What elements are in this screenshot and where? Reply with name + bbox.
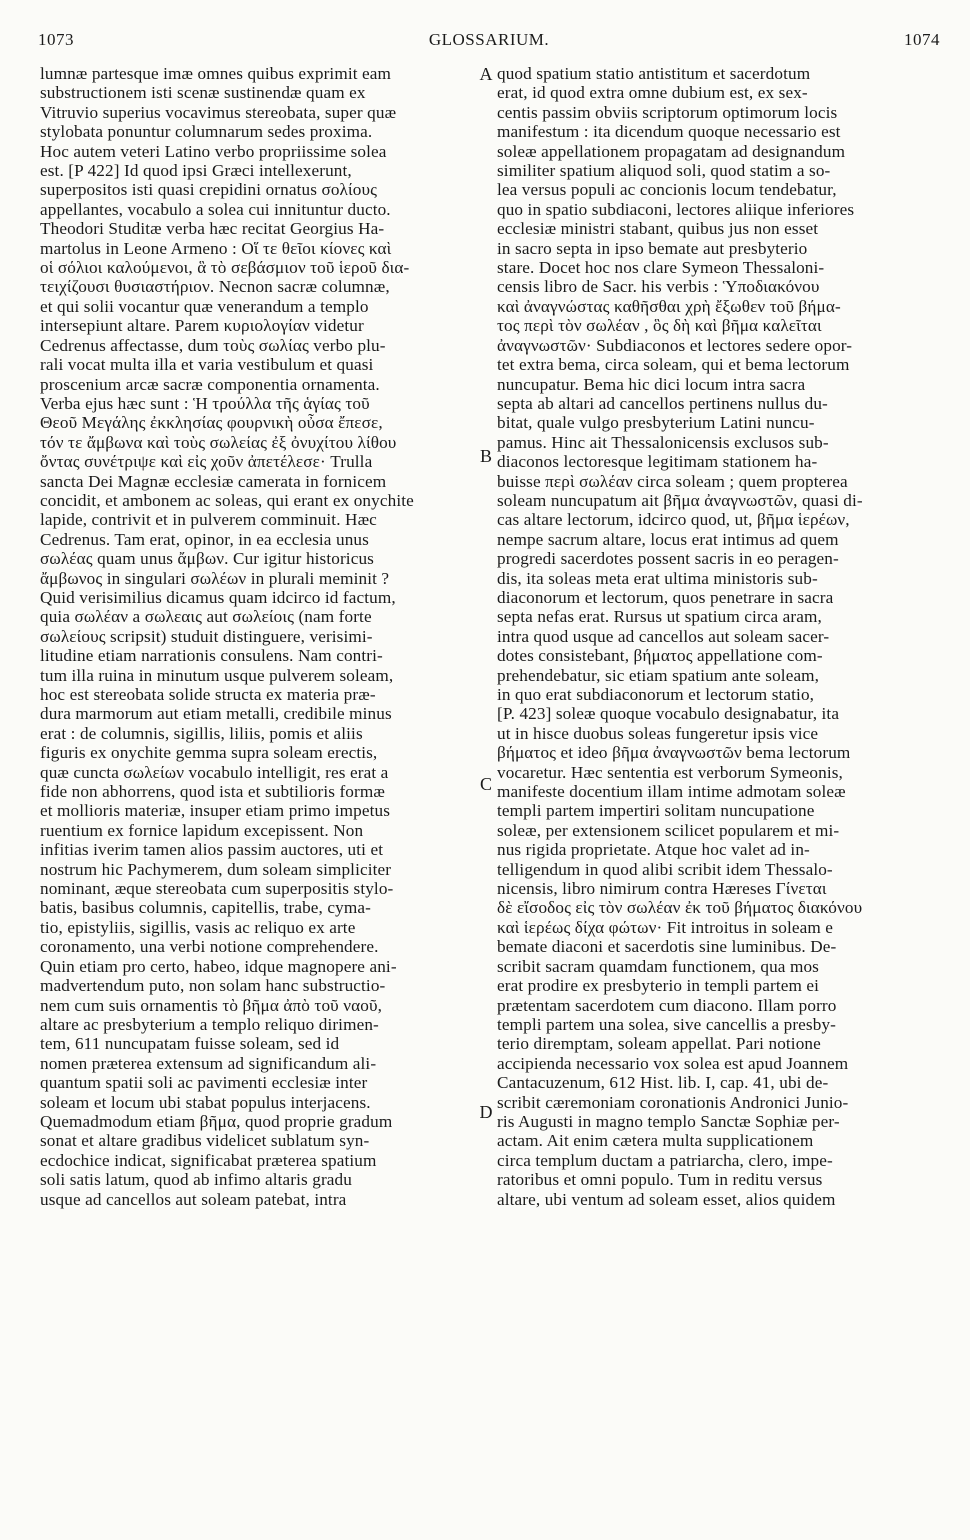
text-line: similiter spatium aliquod soli, quod statim a so- bbox=[497, 161, 831, 181]
text-line: ἀναγνωστῶν· Subdiaconos et lectores sedere opor- bbox=[497, 335, 853, 355]
text-line: soleæ, per extensionem scilicet popularem et mi- bbox=[497, 820, 840, 840]
text-line: καὶ ἀναγνώστας καθῆσθαι χρὴ ἔξωθεν τοῦ βήμα- bbox=[497, 296, 841, 316]
text-line: Quid verisimilius dicamus quam idcirco id factum, bbox=[40, 587, 396, 607]
text-line: quod spatium statio antistitum et sacerdotum bbox=[497, 64, 811, 83]
text-line: accipienda necessario vox solea est apud Joannem bbox=[497, 1053, 849, 1073]
text-line: erat : de columnis, sigillis, liliis, pomis et aliis bbox=[40, 723, 363, 743]
text-line: batis, basibus columnis, capitellis, trabe, cyma- bbox=[40, 898, 371, 918]
text-line: templi partem una solea, sive cancellis a presby- bbox=[497, 1014, 837, 1034]
text-line: quantum spatii soli ac pavimenti ecclesiæ inter bbox=[40, 1073, 368, 1093]
text-line: circa templum ductam a patriarcha, clero, impe- bbox=[497, 1150, 833, 1170]
text-line: prehendebatur, sic etiam spatium ante soleam, bbox=[497, 665, 820, 685]
text-line: buisse περὶ σωλέαν circa soleam ; quem propterea bbox=[497, 471, 848, 491]
text-line: ecdochice indicat, significabat præterea spatium bbox=[40, 1150, 377, 1170]
margin-letter-c: C bbox=[479, 774, 492, 794]
text-line: hoc est stereobata solide structa ex materia præ- bbox=[40, 685, 376, 704]
text-line: tio, epistyliis, sigillis, vasis ac reliquo ex arte bbox=[40, 917, 356, 937]
text-line: Cantacuzenum, 612 Hist. lib. I, cap. 41, ubi de- bbox=[497, 1073, 829, 1093]
text-line: pamus. Hinc ait Thessalonicensis exclusos sub- bbox=[497, 432, 829, 452]
text-line: soleam nuncupatum ait βῆμα ἀναγνωστῶν, quasi di- bbox=[497, 490, 863, 510]
text-line: cas altare lectorum, idcirco quod, ut, βῆμα ἱερέων, bbox=[497, 510, 850, 530]
text-line: superpositos isti quasi crepidini ornatus σολίους bbox=[40, 180, 378, 200]
text-line: bemate diaconi et sacerdotis sine luminibus. De- bbox=[497, 937, 837, 957]
page-number-right: 1074 bbox=[904, 30, 940, 49]
text-line: tum illa ruina in minutum usque pulverem soleam, bbox=[40, 665, 394, 685]
text-line: Hoc autem veteri Latino verbo propriissime solea bbox=[40, 141, 387, 161]
text-line: vocaretur. Hæc sententia est verborum Symeonis, bbox=[497, 762, 843, 782]
text-line: scribit cæremoniam coronationis Andronici Junio- bbox=[497, 1092, 849, 1112]
text-line: δὲ εἴσοδος εἰς τὸν σωλέαν ἐκ τοῦ βήματος διακόνου bbox=[497, 898, 863, 918]
text-line: τειχίζουσι θυσιαστήριον. Necnon sacræ columnæ, bbox=[40, 277, 390, 297]
text-line: dura marmorum aut etiam metalli, credibile minus bbox=[40, 704, 392, 724]
text-line: madvertendum puto, non solam hanc substructio- bbox=[40, 976, 386, 996]
text-line: καὶ ἱερέως δίχα φώτων· Fit introitus in soleam e bbox=[497, 917, 834, 937]
text-line: telligendum in quod alibi scribit idem Thessalo- bbox=[497, 859, 833, 879]
text-line: manifestum : ita dicendum quoque necessario est bbox=[497, 122, 841, 142]
text-line: lumnæ partesque imæ omnes quibus exprimit eam bbox=[40, 64, 392, 83]
text-line: in quo erat subdiaconorum et lectorum statio, bbox=[497, 685, 815, 704]
text-line: stylobata ponuntur columnarum sedes proxima. bbox=[40, 122, 373, 142]
text-line: quo in spatio subdiaconi, lectores aliique inferiores bbox=[497, 199, 855, 219]
text-line: terio diremptam, soleam appellat. Pari notione bbox=[497, 1034, 821, 1054]
text-line: substructionem isti scenæ sustinendæ quam ex bbox=[40, 83, 366, 103]
page-number-left: 1073 bbox=[38, 30, 74, 49]
text-line: ut in hisce duobus soleas fungeretur ipsis vice bbox=[497, 723, 819, 743]
text-line: nempe sacrum altare, locus erat intimus ad quem bbox=[497, 529, 839, 549]
text-line: [P. 423] soleæ quoque vocabulo designabatur, ita bbox=[497, 704, 840, 724]
text-line: erat, id quod extra omne dubium est, ex sex- bbox=[497, 83, 808, 103]
text-line: intersepiunt altare. Parem κυριολογίαν videtur bbox=[40, 316, 364, 336]
text-line: et mollioris materiæ, insuper etiam primo impetus bbox=[40, 801, 391, 821]
text-line: nicensis, libro nimirum contra Hæreses Γίνεται bbox=[497, 879, 827, 899]
running-header bbox=[38, 30, 940, 56]
text-line: et qui solii vocantur quæ venerandum a templo bbox=[40, 296, 369, 316]
running-title: GLOSSARIUM. bbox=[428, 30, 550, 49]
text-line: appellantes, vocabulo a solea cui innituntur ducto. bbox=[40, 199, 391, 219]
text-line: Quin etiam pro certo, habeo, idque magnopere ani- bbox=[40, 956, 397, 976]
text-line: concidit, et ambonem ac soleas, qui erant ex onychite bbox=[40, 490, 414, 510]
text-line: Vitruvio superius vocavimus stereobata, super quæ bbox=[40, 102, 397, 122]
text-line: dis, ita soleas meta erat ultima ministoris sub- bbox=[497, 568, 818, 588]
text-line: nuncupatur. Bema hic dici locum intra sacra bbox=[497, 374, 806, 394]
text-line: quia σωλέαν a σωλεαις aut σωλείοις (nam forte bbox=[40, 607, 372, 627]
text-line: βήματος et ideo βῆμα ἀναγνωστῶν bema lectorum bbox=[497, 743, 851, 763]
text-line: nem cum suis ornamentis τὸ βῆμα ἀπὸ τοῦ ναοῦ, bbox=[40, 995, 382, 1015]
text-line: prætentam sacerdotem cum diacono. Illam porro bbox=[497, 995, 837, 1015]
text-line: lea versus populi ac concionis locum tendebatur, bbox=[497, 180, 837, 200]
right-column bbox=[497, 64, 930, 1209]
margin-letter-b: B bbox=[479, 446, 492, 466]
text-line: nostrum hic Pachymerem, dum soleam simpliciter bbox=[40, 859, 392, 879]
text-line: diaconos lectoresque legitimam stationem ha- bbox=[497, 452, 818, 472]
text-line: in sacro septa in ipso bemate aut presbyterio bbox=[497, 238, 808, 258]
text-line: scribit sacram quamdam functionem, qua mos bbox=[497, 956, 819, 976]
text-line: martolus in Leone Armeno : Οἵ τε θεῖοι κίονες καὶ bbox=[40, 238, 392, 258]
text-line: censis libro de Sacr. his verbis : Ὑποδιακόνου bbox=[497, 277, 820, 297]
text-line: Theodori Studitæ verba hæc recitat Georgius Ha- bbox=[40, 219, 385, 239]
text-line: ἄμβωνος in singulari σωλέων in plurali meminit ? bbox=[40, 568, 390, 588]
text-line: Cedrenus affectasse, dum τοὺς σωλίας verbo plu- bbox=[40, 335, 386, 355]
text-line: τος περὶ τὸν σωλέαν , ὃς δὴ καὶ βῆμα καλεῖται bbox=[497, 316, 822, 336]
text-line: σωλείους scripsit) studuit distinguere, verisimi- bbox=[40, 626, 373, 646]
text-line: soleam et locum ubi stabat populus interjacens. bbox=[40, 1092, 371, 1112]
text-line: usque ad cancellos aut soleam patebat, intra bbox=[40, 1189, 347, 1209]
text-line: rali vocat multa illa et varia vestibulum et quasi bbox=[40, 355, 374, 375]
text-line: stare. Docet hoc nos clare Symeon Thessaloni- bbox=[497, 258, 825, 278]
text-line: Cedrenus. Tam erat, opinor, in ea ecclesia unus bbox=[40, 529, 369, 549]
text-line: soleæ appellationem propagatam ad designandum bbox=[497, 141, 846, 161]
text-line: infitias iverim tamen alios passim auctores, uti et bbox=[40, 840, 384, 860]
text-line: Verba ejus hæc sunt : Ἡ τρούλλα τῆς ἁγίας τοῦ bbox=[40, 393, 370, 413]
text-line: progredi sacerdotes possent sacris in eo peragen- bbox=[497, 549, 839, 569]
text-line: altare ac presbyterium a templo reliquo dirimen- bbox=[40, 1014, 379, 1034]
text-line: nus rigida proprietate. Atque hoc valet ad in- bbox=[497, 840, 810, 860]
text-line: septa ab altari ad cancellos pertinens nullus du- bbox=[497, 393, 828, 413]
left-column bbox=[40, 64, 473, 1209]
text-line: actam. Ait enim cætera multa supplicationem bbox=[497, 1131, 814, 1151]
text-line: nomen præterea extensum ad significandum ali- bbox=[40, 1053, 377, 1073]
text-line: ris Augusti in magno templo Sanctæ Sophiæ per- bbox=[497, 1111, 840, 1131]
text-line: ruentium ex fornice lapidum excepissent. Non bbox=[40, 820, 364, 840]
text-line: proscenium arcæ sacræ componentia ornamenta. bbox=[40, 374, 380, 394]
text-line: erat prodire ex presbyterio in templi partem ei bbox=[497, 976, 820, 996]
text-line: ὄντας συνέτριψε καὶ εἰς χοῦν ἀπετέλεσε· Trulla bbox=[40, 452, 373, 472]
text-line: tem, 611 nuncupatam fuisse soleam, sed id bbox=[40, 1034, 340, 1054]
text-line: coronamento, una verbi notione comprehendere. bbox=[40, 937, 379, 957]
text-line: templi partem impertiri solitam nuncupatione bbox=[497, 801, 815, 821]
text-line: figuris ex onychite gemma supra soleam erectis, bbox=[40, 743, 378, 763]
text-line: fide non abhorrens, quod ista et subtilioris formæ bbox=[40, 782, 385, 802]
text-line: sonat et altare gradibus videlicet sublatum syn- bbox=[40, 1131, 370, 1151]
text-line: Θεοῦ Μεγάλης ἐκκλησίας φουρνικὴ οὖσα ἔπεσε, bbox=[40, 413, 383, 433]
text-line: τόν τε ἄμβωνα καὶ τοὺς σωλείας ἐξ ὀνυχίτου λίθου bbox=[40, 432, 397, 452]
text-line: septa nefas erat. Rursus ut spatium circa aram, bbox=[497, 607, 822, 627]
margin-letter-d: D bbox=[479, 1102, 493, 1122]
text-line: σωλέας quam unus ἄμβων. Cur igitur historicus bbox=[40, 549, 374, 569]
text-line: quæ cuncta σωλείων vocabulo intelligit, res erat a bbox=[40, 762, 389, 782]
text-line: diaconorum et lectorum, quos penetrare in sacra bbox=[497, 587, 834, 607]
margin-letter-a: A bbox=[479, 64, 493, 84]
text-line: altare, ubi ventum ad soleam esset, alios quidem bbox=[497, 1189, 836, 1209]
text-line: ratoribus et omni populo. Tum in reditu versus bbox=[497, 1170, 823, 1190]
text-line: manifeste docentium illam intime admotam soleæ bbox=[497, 782, 846, 802]
text-line: Quemadmodum etiam βῆμα, quod proprie gradum bbox=[40, 1111, 393, 1131]
text-line: dotes consistebant, βήματος appellatione com- bbox=[497, 646, 823, 666]
text-line: lapide, contrivit et in pulverem comminuit. Hæc bbox=[40, 510, 377, 530]
text-line: sancta Dei Magnæ ecclesiæ camerata in fornicem bbox=[40, 471, 387, 491]
text-line: tet extra bema, circa soleam, qui et bema lectorum bbox=[497, 355, 850, 375]
text-line: οἱ σόλιοι καλούμενοι, ἃ τὸ σεβάσμιον τοῦ ἱεροῦ δια- bbox=[40, 258, 410, 278]
text-line: est. [P 422] Id quod ipsi Græci intellexerunt, bbox=[40, 161, 352, 181]
text-line: bitat, quale vulgo presbyterium Latini nuncu- bbox=[497, 413, 815, 433]
text-line: litudine etiam narrationis consulens. Nam contri- bbox=[40, 646, 383, 666]
text-line: nominant, æque stereobata cum superpositis stylo- bbox=[40, 879, 394, 899]
text-line: soli satis latum, quod ab infimo altaris gradu bbox=[40, 1170, 352, 1190]
text-line: intra quod usque ad cancellos aut soleam sacer- bbox=[497, 626, 830, 646]
text-line: centis passim obviis scriptorum optimorum locis bbox=[497, 102, 838, 122]
text-line: ecclesiæ ministri stabant, quibus jus non esset bbox=[497, 219, 819, 239]
